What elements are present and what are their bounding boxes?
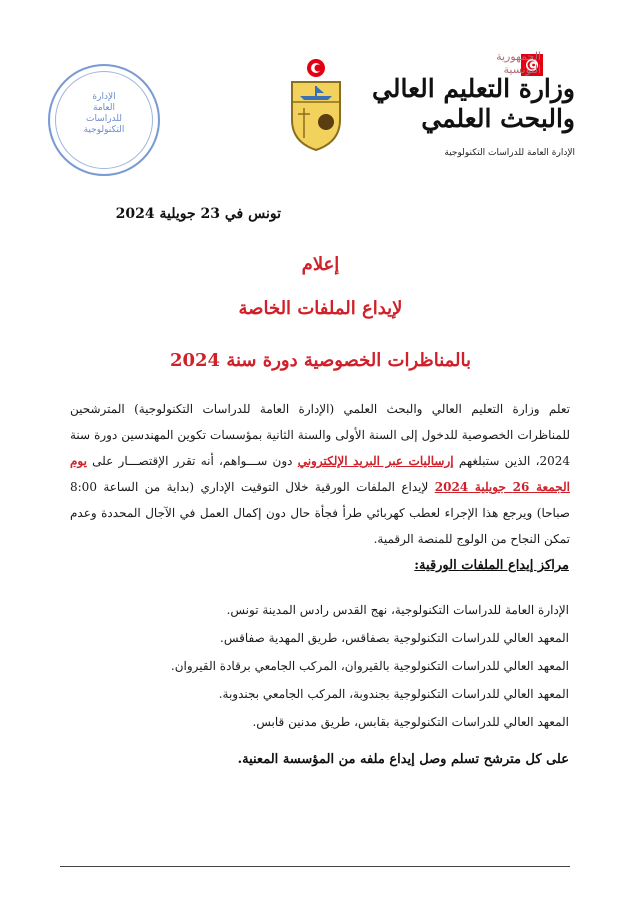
paragraph-text: تعلم وزارة التعليم العالي والبحث العلمي (الإدارة العامة للدراسات التكنولوجية) المترشحين للمناظرات الخصوصية للدخول إلى السنة الأولى والسنة الثانية بمؤسسات تكوين المهندسين دورة سنة 2024، الذين ستبلغهم xyxy=(70,402,571,468)
closing-note: على كل مترشح تسلم وصل إيداع ملفه من المؤسسة المعنية. xyxy=(237,752,569,767)
official-stamp xyxy=(48,64,160,176)
stamp-line: التكنولوجية xyxy=(83,125,125,135)
announcement-paragraph xyxy=(70,396,570,552)
tunisia-coat-of-arms-icon xyxy=(284,58,348,154)
republic-line: الجمهورية xyxy=(496,50,541,63)
email-highlight: إرساليات عبر البريد الإلكتروني xyxy=(297,454,454,468)
centers-title: مراكز إيداع الملفات الورقية: xyxy=(414,558,569,573)
ministry-line: والبحث العلمي xyxy=(421,104,575,133)
center-item: المعهد العالي للدراسات التكنولوجية بقابس، طريق مدنين قابس. xyxy=(252,715,569,729)
footer-divider xyxy=(60,866,570,867)
deadline-highlight: يوم الجمعة 26 جويلية 2024 xyxy=(70,454,571,494)
stamp-line: الإدارة xyxy=(92,92,116,102)
center-item: المعهد العالي للدراسات التكنولوجية بالقيروان، المركب الجامعي برقادة القيروان. xyxy=(170,659,569,673)
ministry-name xyxy=(355,74,575,134)
ministry-line: وزارة التعليم العالي xyxy=(372,74,575,103)
stamp-line: للدراسات xyxy=(85,114,123,124)
stamp-line: العامة xyxy=(93,103,115,113)
announcement-title: إعلام xyxy=(301,254,340,275)
stamp-text xyxy=(80,92,128,136)
center-item: الإدارة العامة للدراسات التكنولوجية، نهج القدس رادس المدينة تونس. xyxy=(226,603,569,617)
centers-list xyxy=(89,596,569,736)
center-item: المعهد العالي للدراسات التكنولوجية بجندوبة، المركب الجامعي بجندوبة. xyxy=(218,687,569,701)
document-date: تونس في 23 جويلية 2024 xyxy=(115,206,281,222)
announcement-subtitle-2: بالمناظرات الخصوصية دورة سنة 2024 xyxy=(169,350,472,371)
center-item: المعهد العالي للدراسات التكنولوجية بصفاقس، طريق المهدية صفاقس. xyxy=(220,631,569,645)
announcement-subtitle: لإيداع الملفات الخاصة xyxy=(238,298,403,319)
republic-line: التونسية xyxy=(503,63,541,76)
directorate-name: الإدارة العامة للدراسات التكنولوجية xyxy=(444,148,575,158)
paragraph-text: دون ســـواهم، أنه تقرر الإقتصـــار على xyxy=(86,454,298,468)
republic-label xyxy=(421,50,541,76)
paragraph-text: لإيداع الملفات الورقية خلال التوقيت الإداري (بداية من الساعة 8:00 صباحا) ويرجع هذا الإجراء لعطب كهربائي طرأ فجأة حال دون إكمال العمل في الآجال المحددة وعدم تمكن النجاح من الولوج للمنصة الرقمية. xyxy=(70,480,570,546)
